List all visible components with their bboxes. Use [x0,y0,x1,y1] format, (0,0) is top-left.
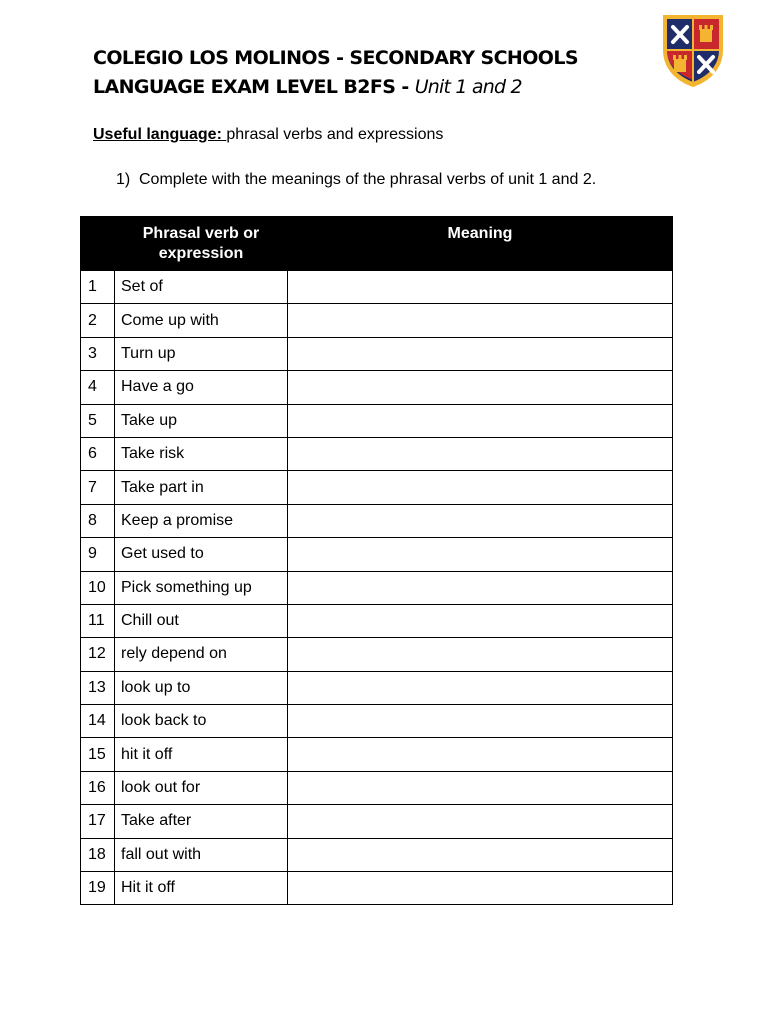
header-meaning-column: Meaning [288,217,673,271]
useful-language-text: phrasal verbs and expressions [226,126,444,143]
table-row [81,538,673,571]
row-number: 16 [81,771,115,804]
exercise-instruction [116,171,596,189]
table-row [81,271,673,304]
table-row [81,504,673,537]
row-number: 12 [81,638,115,671]
row-meaning-cell[interactable] [288,638,673,671]
table-row [81,771,673,804]
row-phrasal-verb: Take risk [115,437,288,470]
table-row [81,304,673,337]
row-phrasal-verb: Set of [115,271,288,304]
row-meaning-cell[interactable] [288,771,673,804]
row-number: 7 [81,471,115,504]
row-number: 8 [81,504,115,537]
document-header [93,44,578,102]
row-number: 9 [81,538,115,571]
row-number: 5 [81,404,115,437]
row-phrasal-verb: Take after [115,805,288,838]
table-row [81,671,673,704]
row-number: 14 [81,705,115,738]
row-number: 17 [81,805,115,838]
row-meaning-cell[interactable] [288,604,673,637]
table-row [81,705,673,738]
row-meaning-cell[interactable] [288,538,673,571]
row-meaning-cell[interactable] [288,872,673,905]
row-number: 10 [81,571,115,604]
table-row [81,371,673,404]
row-phrasal-verb: fall out with [115,838,288,871]
row-meaning-cell[interactable] [288,337,673,370]
row-meaning-cell[interactable] [288,271,673,304]
row-phrasal-verb: Have a go [115,371,288,404]
row-meaning-cell[interactable] [288,371,673,404]
table-row [81,838,673,871]
exercise-number: 1) [116,171,131,188]
row-meaning-cell[interactable] [288,805,673,838]
row-phrasal-verb: Take part in [115,471,288,504]
row-number: 3 [81,337,115,370]
phrasal-verbs-table [80,216,673,905]
table-row [81,805,673,838]
row-meaning-cell[interactable] [288,471,673,504]
table-row [81,471,673,504]
table-row [81,638,673,671]
school-crest-icon [660,12,726,90]
row-number: 1 [81,271,115,304]
exam-title-units: Unit 1 and 2 [414,76,522,98]
table-row [81,571,673,604]
header-number-column [81,217,115,271]
row-phrasal-verb: Chill out [115,604,288,637]
row-meaning-cell[interactable] [288,671,673,704]
row-phrasal-verb: look up to [115,671,288,704]
row-meaning-cell[interactable] [288,437,673,470]
row-number: 13 [81,671,115,704]
row-phrasal-verb: look out for [115,771,288,804]
row-number: 19 [81,872,115,905]
row-phrasal-verb: look back to [115,705,288,738]
row-number: 18 [81,838,115,871]
school-title: COLEGIO LOS MOLINOS - SECONDARY SCHOOLS [93,47,578,69]
exam-title [93,73,578,102]
row-meaning-cell[interactable] [288,705,673,738]
table-row [81,404,673,437]
row-phrasal-verb: Come up with [115,304,288,337]
row-phrasal-verb: Get used to [115,538,288,571]
useful-language-label: Useful language: [93,126,222,143]
row-phrasal-verb: Pick something up [115,571,288,604]
row-meaning-cell[interactable] [288,504,673,537]
row-phrasal-verb: Turn up [115,337,288,370]
table-row [81,738,673,771]
table-row [81,604,673,637]
header-verb-column: Phrasal verb or expression [115,217,288,271]
row-meaning-cell[interactable] [288,404,673,437]
row-meaning-cell[interactable] [288,838,673,871]
row-number: 6 [81,437,115,470]
row-phrasal-verb: hit it off [115,738,288,771]
row-number: 2 [81,304,115,337]
row-number: 11 [81,604,115,637]
table-row [81,872,673,905]
row-meaning-cell[interactable] [288,304,673,337]
table-row [81,337,673,370]
row-number: 4 [81,371,115,404]
row-phrasal-verb: Hit it off [115,872,288,905]
row-phrasal-verb: Take up [115,404,288,437]
useful-language-line [93,126,443,144]
row-meaning-cell[interactable] [288,738,673,771]
row-meaning-cell[interactable] [288,571,673,604]
table-header-row [81,217,673,271]
row-number: 15 [81,738,115,771]
table-row [81,437,673,470]
exam-title-bold: LANGUAGE EXAM LEVEL B2FS - [93,76,409,98]
row-phrasal-verb: rely depend on [115,638,288,671]
row-phrasal-verb: Keep a promise [115,504,288,537]
exercise-text: Complete with the meanings of the phrasal verbs of unit 1 and 2. [139,171,597,188]
